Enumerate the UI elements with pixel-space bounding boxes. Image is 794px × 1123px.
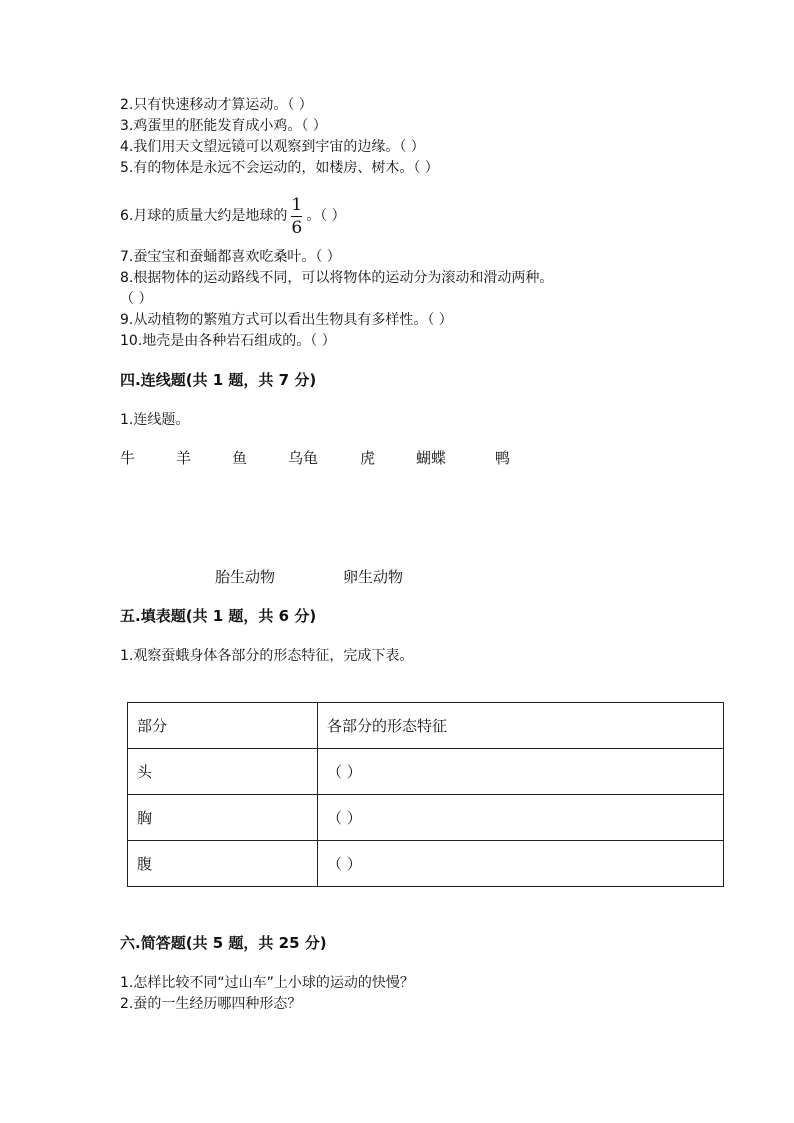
- judgment-item-3: 3.鸡蛋里的胚能发育成小鸡。（ ）: [120, 118, 327, 134]
- morphology-table: [127, 702, 724, 887]
- section5-heading: 五.填表题(共 1 题，共 6 分): [120, 607, 317, 625]
- table-header-cell: 部分: [128, 703, 318, 749]
- judgment-item-8-blank: （ ）: [120, 291, 153, 307]
- judgment-item-2: 2.只有快速移动才算运动。（ ）: [120, 97, 313, 113]
- table-cell-part: 头: [128, 749, 318, 795]
- judgment-item-4: 4.我们用天文望远镜可以观察到宇宙的边缘。（ ）: [120, 139, 425, 155]
- judgment-item-8: 8.根据物体的运动路线不同，可以将物体的运动分为滚动和滑动两种。: [120, 270, 554, 286]
- table-header-cell: 各部分的形态特征: [318, 703, 724, 749]
- table-row: [128, 795, 724, 841]
- item6-text-before: 6.月球的质量大约是地球的: [120, 208, 288, 224]
- animal-cow: 牛: [120, 449, 136, 467]
- animal-tiger: 虎: [360, 449, 376, 467]
- animal-sheep: 羊: [176, 449, 192, 467]
- table-cell-answer-blank[interactable]: （ ）: [318, 841, 724, 887]
- judgment-item-5: 5.有的物体是永远不会运动的，如楼房、树木。（ ）: [120, 160, 439, 176]
- section5-question: 1.观察蚕蛾身体各部分的形态特征，完成下表。: [120, 648, 414, 664]
- animal-fish: 鱼: [232, 449, 248, 467]
- section4-heading: 四.连线题(共 1 题，共 7 分): [120, 371, 317, 389]
- section6-question-2: 2.蚕的一生经历哪四种形态？: [120, 996, 302, 1012]
- section4-question: 1.连线题。: [120, 412, 190, 428]
- section6-heading: 六.简答题(共 5 题，共 25 分): [120, 934, 327, 952]
- table-header-row: [128, 703, 724, 749]
- judgment-item-9: 9.从动植物的繁殖方式可以看出生物具有多样性。（ ）: [120, 312, 453, 328]
- animal-duck: 鸭: [495, 449, 511, 467]
- category-viviparous: 胎生动物: [215, 568, 276, 586]
- table-row: [128, 841, 724, 887]
- fraction-denominator: 6: [291, 217, 303, 238]
- animal-turtle: 乌龟: [288, 449, 319, 467]
- judgment-item-6: [120, 186, 346, 246]
- table-cell-part: 胸: [128, 795, 318, 841]
- fraction: [291, 195, 302, 238]
- judgment-item-10: 10.地壳是由各种岩石组成的。（ ）: [120, 333, 336, 349]
- table-cell-answer-blank[interactable]: （ ）: [318, 749, 724, 795]
- table-cell-part: 腹: [128, 841, 318, 887]
- table-cell-answer-blank[interactable]: （ ）: [318, 795, 724, 841]
- fraction-bar: [291, 216, 302, 217]
- category-oviparous: 卵生动物: [343, 568, 404, 586]
- judgment-item-7: 7.蚕宝宝和蚕蛹都喜欢吃桑叶。（ ）: [120, 249, 341, 265]
- table-row: [128, 749, 724, 795]
- animal-butterfly: 蝴蝶: [416, 449, 447, 467]
- section6-question-1: 1.怎样比较不同“过山车”上小球的运动的快慢？: [120, 975, 414, 991]
- item6-text-after: 。（ ）: [306, 208, 346, 224]
- fraction-numerator: 1: [291, 194, 303, 215]
